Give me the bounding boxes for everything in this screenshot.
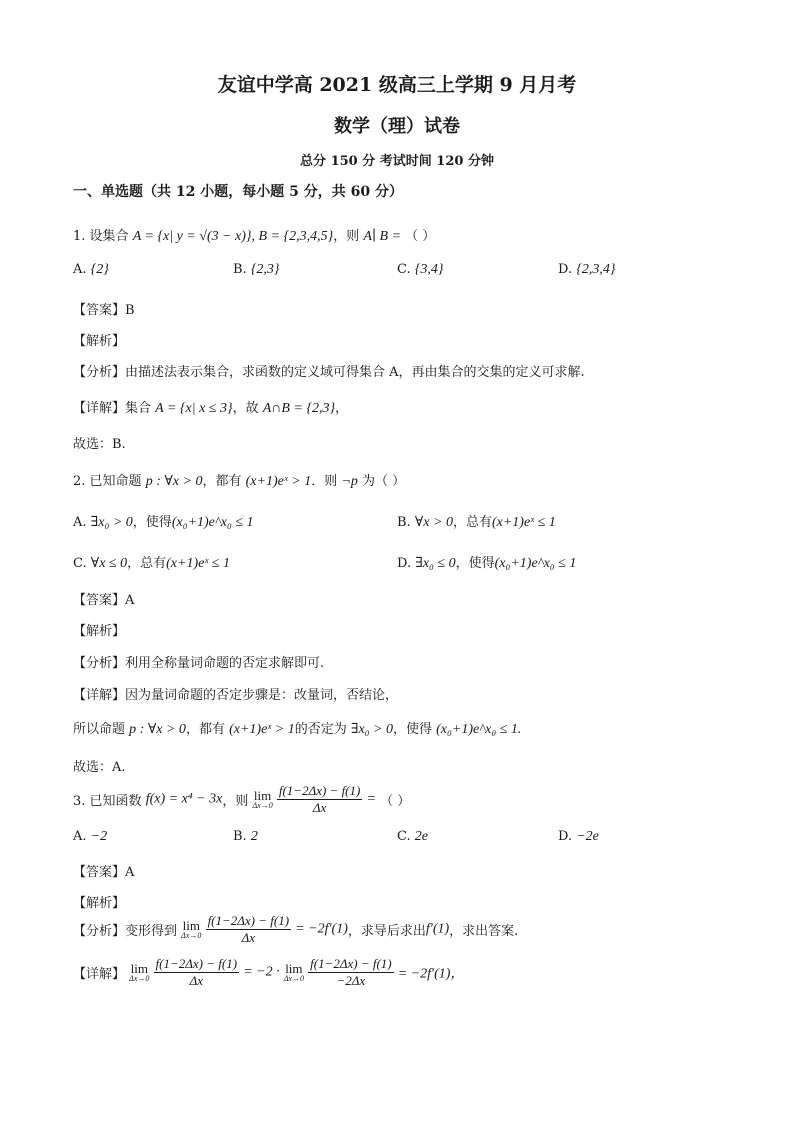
q3-stem-prefix: 3. 已知函数: [73, 794, 142, 809]
xiangjie-tag: 【详解】: [73, 401, 126, 416]
fenxi-tag: 【分析】: [73, 924, 126, 939]
xiangjie-text: ，: [335, 401, 349, 416]
xiangjie-fraction-1: [154, 956, 240, 989]
lim-word: lim: [130, 961, 148, 976]
q1-option-d: [558, 262, 615, 278]
q1-fenxi: [73, 361, 585, 380]
q1-stem-mid: ，则: [333, 229, 360, 244]
fraction-denominator: −2Δx: [336, 973, 366, 988]
fraction-numerator: f(1−2Δx) − f(1): [155, 956, 238, 971]
page-title: 友谊中学高 2021 级高三上学期 9 月月考: [217, 74, 577, 96]
line-text: ，使得: [392, 722, 432, 737]
q1-analysis-tag: 【解析】: [73, 334, 126, 349]
fenxi-text: ，求出答案.: [449, 924, 519, 939]
q1-stem-suffix: （ ）: [405, 229, 436, 244]
line-text: 所以命题: [73, 722, 126, 737]
q1-xiangjie: [73, 397, 348, 417]
fenxi-text: 利用全称量词命题的否定求解即可.: [125, 656, 325, 671]
q2-stem: [73, 470, 405, 490]
line-text: 的否定为: [294, 722, 347, 737]
lim-word: lim: [285, 961, 303, 976]
q3-option-c: [397, 829, 428, 845]
q1-answer: 【答案】B: [73, 303, 135, 318]
q2-negation-line: [73, 718, 521, 738]
fenxi-fraction: [206, 913, 292, 946]
q1-intersection: A∣ B =: [363, 229, 402, 244]
lim-sub: Δx→0: [283, 974, 304, 983]
q3-stem-suffix: （ ）: [380, 794, 411, 809]
q2-analysis-tag: 【解析】: [73, 624, 126, 639]
q1-set-a: A = {x| y = √(3 − x)}: [132, 229, 252, 244]
option-math: (x₀+1)e^x₀ ≤ 1: [494, 556, 577, 571]
q2-stem-mid2: ．则: [311, 474, 338, 489]
fraction-numerator: f(1−2Δx) − f(1): [207, 913, 290, 928]
q3-option-d: [558, 829, 599, 845]
q2-option-b: [397, 511, 556, 531]
limit-operator: [129, 962, 149, 983]
fraction-denominator: Δx: [241, 930, 256, 945]
fenxi-text: 变形得到: [125, 924, 178, 939]
option-label: D.: [558, 829, 573, 844]
q1-conclusion: 故选：B.: [73, 437, 126, 452]
option-label: B.: [233, 829, 247, 844]
option-label: C.: [397, 262, 411, 277]
q3-option-a: [73, 829, 107, 845]
xiangjie-text: ，故: [232, 401, 259, 416]
line-math: p : ∀x > 0: [129, 722, 186, 737]
xiangjie-math1: A = {x| x ≤ 3}: [155, 401, 233, 416]
option-label: C.: [73, 556, 87, 571]
q2-math2: (x+1)eˣ > 1: [245, 474, 312, 489]
q2-stem-prefix: 2. 已知命题: [73, 474, 142, 489]
xiangjie-math2: A∩B = {2,3}: [262, 401, 336, 416]
limit-operator: [181, 919, 201, 940]
q3-fraction: [277, 783, 363, 816]
xiangjie-tag: 【详解】: [73, 967, 126, 982]
fenxi-text: ，求导后求出: [347, 924, 426, 939]
section-heading: 一、单选题（共 12 小题，每小题 5 分，共 60 分）: [73, 184, 403, 200]
xiangjie-text: 因为量词命题的否定步骤是：改量词，否结论，: [125, 688, 399, 703]
option-value: 2e: [414, 829, 428, 844]
q3-function: f(x) = x⁴ − 3x: [145, 791, 223, 807]
option-value: −2: [90, 829, 108, 844]
fraction-denominator: Δx: [189, 973, 203, 988]
q3-analysis-tag: 【解析】: [73, 896, 126, 911]
q2-math3: ¬p: [341, 474, 358, 489]
option-math: ∃x₀ ≤ 0: [415, 556, 456, 571]
q2-option-c: [73, 552, 230, 572]
option-value: {2,3}: [250, 262, 280, 277]
q1-stem: [73, 225, 435, 245]
xiangjie-text: 集合: [125, 401, 152, 416]
q3-xiangjie: [73, 956, 464, 989]
xiangjie-fraction-2: [308, 956, 394, 989]
xiangjie-mid: = −2 ·: [243, 964, 280, 980]
option-value: −2e: [576, 829, 599, 844]
q2-option-a: [73, 511, 254, 531]
q3-answer: 【答案】A: [73, 865, 135, 880]
q2-stem-mid: ，都有: [202, 474, 242, 489]
q2-math1: p : ∀x > 0: [145, 474, 203, 489]
fenxi-equals: = −2f′(1): [295, 921, 348, 937]
option-math: (x+1)eˣ ≤ 1: [491, 515, 556, 530]
option-label: B.: [233, 262, 247, 277]
q2-xiangjie: [73, 684, 398, 703]
q3-stem: [73, 783, 410, 816]
q3-option-b: [233, 829, 258, 845]
option-text: ，总有: [127, 556, 167, 571]
equals: =: [366, 791, 376, 807]
q2-conclusion: 故选：A.: [73, 760, 126, 775]
lim-sub: Δx→0: [252, 801, 273, 810]
fenxi-math: f′(1): [425, 921, 450, 937]
lim-word: lim: [182, 918, 200, 933]
line-math: (x+1)eˣ > 1: [229, 722, 295, 737]
option-text: ，总有: [452, 515, 492, 530]
q1-set-b: , B = {2,3,4,5}: [251, 229, 334, 244]
limit-operator: [284, 962, 304, 983]
option-label: D.: [397, 556, 412, 571]
fraction-numerator: f(1−2Δx) − f(1): [310, 956, 392, 971]
option-math: ∀x ≤ 0: [90, 556, 128, 571]
q3-fenxi: [73, 913, 518, 946]
option-label: A.: [73, 515, 87, 530]
q2-answer: 【答案】A: [73, 593, 135, 608]
exam-meta: 总分 150 分 考试时间 120 分钟: [300, 154, 494, 169]
lim-word: lim: [253, 788, 272, 803]
subject-title: 数学（理）试卷: [334, 116, 460, 137]
q3-stem-mid: ，则: [222, 794, 249, 809]
fenxi-tag: 【分析】: [73, 365, 126, 380]
option-math: ∀x > 0: [414, 515, 453, 530]
option-label: B.: [397, 515, 411, 530]
q2-stem-suffix: 为（ ）: [361, 474, 406, 489]
option-value: 2: [250, 829, 258, 844]
option-label: D.: [558, 262, 573, 277]
line-math: ∃x₀ > 0: [350, 722, 393, 737]
option-label: A.: [73, 829, 87, 844]
line-text: ，都有: [185, 722, 225, 737]
option-value: {2,3,4}: [576, 262, 616, 277]
q1-option-a: [73, 262, 109, 278]
option-label: A.: [73, 262, 87, 277]
option-value: {2}: [90, 262, 109, 277]
q2-option-d: [397, 552, 576, 572]
option-math: ∃x₀ > 0: [90, 515, 133, 530]
option-label: C.: [397, 829, 411, 844]
lim-sub: Δx→0: [181, 931, 202, 940]
option-math: (x+1)eˣ ≤ 1: [166, 556, 230, 571]
q2-fenxi: [73, 652, 324, 671]
xiangjie-end: = −2f′(1)，: [397, 966, 465, 982]
option-text: ，使得: [455, 556, 495, 571]
q1-stem-prefix: 1. 设集合: [73, 229, 129, 244]
limit-operator: [252, 789, 272, 810]
option-value: {3,4}: [414, 262, 444, 277]
q1-option-c: [397, 262, 443, 278]
option-text: ，使得: [132, 515, 172, 530]
line-math: (x₀+1)e^x₀ ≤ 1.: [436, 722, 522, 737]
fraction-numerator: f(1−2Δx) − f(1): [278, 783, 361, 798]
q1-option-b: [233, 262, 280, 278]
fenxi-text: 由描述法表示集合，求函数的定义域可得集合 A，再由集合的交集的定义可求解.: [125, 365, 585, 380]
fraction-denominator: Δx: [312, 800, 327, 815]
xiangjie-tag: 【详解】: [73, 688, 126, 703]
fenxi-tag: 【分析】: [73, 656, 126, 671]
lim-sub: Δx→0: [129, 974, 150, 983]
option-math: (x₀+1)e^x₀ ≤ 1: [171, 515, 254, 530]
